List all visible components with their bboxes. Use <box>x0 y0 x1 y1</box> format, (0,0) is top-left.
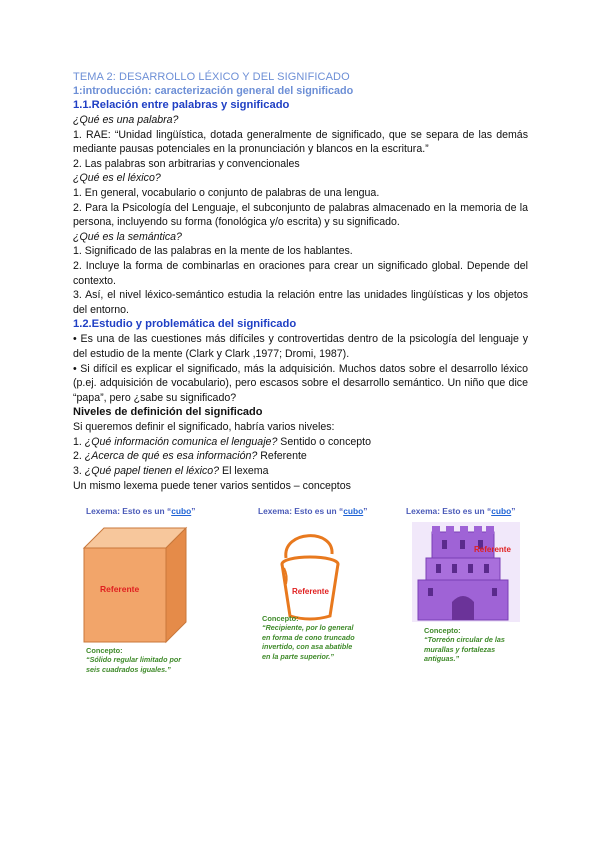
lexema-label <box>406 506 515 516</box>
tower-arch <box>452 596 474 620</box>
paragraph-vocabulario: 1. En general, vocabulario o conjunto de palabras de una lengua. <box>73 186 380 199</box>
tower-window <box>428 588 433 596</box>
concepto-line: “Recipiente, por lo general <box>262 623 354 632</box>
doc-subtitle: 1:introducción: caracterización general del significado <box>73 85 354 97</box>
figure-cube-bucket <box>258 506 388 676</box>
question-semantica: ¿Qué es la semántica? <box>73 230 182 243</box>
figure-cube-tower <box>406 506 536 676</box>
bullet-cuestiones: • Es una de las cuestiones más difíciles y controvertidas dentro de la psicología del lenguaje y del estudio de la mente (Clark y Clark ,1977; Dromi, 1987). <box>73 333 528 360</box>
tower-window <box>492 588 497 596</box>
cube-front-face <box>84 548 166 642</box>
concepto-line: murallas y fortalezas <box>424 644 496 654</box>
concepto-line: “Sólido regular limitado por <box>86 655 182 664</box>
list-item-3 <box>73 464 528 479</box>
concepto-line: antiguas.” <box>424 654 460 664</box>
tower-window <box>436 564 441 573</box>
concepto-text <box>86 655 181 674</box>
list-number: 2. <box>73 450 85 463</box>
lexema-label <box>86 506 195 516</box>
concepto-line: seis cuadrados iguales.” <box>86 664 171 674</box>
list-answer: El lexema <box>219 465 269 478</box>
lexema-suffix: ” <box>191 506 196 516</box>
concepto-label: Concepto: <box>262 614 299 623</box>
tower-window <box>484 564 489 573</box>
section-heading-1-2: 1.2.Estudio y problemática del significado <box>73 318 297 331</box>
concepto-text <box>424 635 505 664</box>
section-heading-niveles: Niveles de definición del significado <box>73 406 263 419</box>
lexema-word: cubo <box>343 506 364 516</box>
concepto-line: “Torreón circular de las <box>424 635 505 644</box>
cube-side-face <box>166 528 186 642</box>
document-body <box>73 70 528 493</box>
paragraph-rae: 1. RAE: “Unidad lingüística, dotada generalmente de significado, que se separa de las demás mediante pausas potenciales en la pronunciación y blancos en la escritura.” <box>73 128 528 156</box>
tower-window <box>468 564 473 573</box>
lexema-suffix: ” <box>511 506 516 516</box>
lexema-prefix: Lexema: Esto es un “ <box>406 506 492 516</box>
question-lexico: ¿Qué es el léxico? <box>73 172 161 185</box>
cube-solid-illustration <box>82 526 232 646</box>
tower-window <box>452 564 457 573</box>
list-answer: Referente <box>257 450 307 463</box>
tower-merlon <box>446 526 454 534</box>
list-answer: Sentido o concepto <box>277 435 371 448</box>
referente-label: Referente <box>474 545 511 554</box>
bucket-illustration <box>258 524 388 624</box>
paragraph-combinarlas: 2. Incluye la forma de combinarlas en oraciones para crear un significado global. Depende del contexto. <box>73 259 528 287</box>
tower-illustration <box>412 522 532 622</box>
concepto-line: en forma de cono truncado <box>262 632 355 642</box>
referente-label: Referente <box>100 584 140 594</box>
lexema-word: cubo <box>491 506 512 516</box>
concepto-label: Concepto: <box>424 626 461 635</box>
paragraph-psicologia: 2. Para la Psicología del Lenguaje, el subconjunto de palabras almacenado en la memoria de la persona, incluyendo su forma (fonológica y/o escrita) y su significado. <box>73 201 528 229</box>
tower-merlon <box>486 526 494 534</box>
lexema-figures <box>0 500 600 680</box>
lexema-suffix: ” <box>363 506 368 516</box>
list-number: 1. <box>73 435 85 448</box>
tower-merlon <box>474 526 482 534</box>
concepto-line: en la parte superior.” <box>262 651 334 661</box>
paragraph-lexema-sentidos: Un mismo lexema puede tener varios sentidos – conceptos <box>73 479 351 492</box>
paragraph-nivel-lexico: 3. Así, el nivel léxico-semántico estudia la relación entre las unidades lingüísticas y los objetos del entorno. <box>73 289 528 316</box>
lexema-label <box>258 506 367 516</box>
paragraph-significado-mente: 1. Significado de las palabras en la mente de los hablantes. <box>73 245 353 258</box>
section-heading-1-1: 1.1.Relación entre palabras y significado <box>73 99 290 111</box>
lexema-word: cubo <box>171 506 192 516</box>
lexema-prefix: Lexema: Esto es un “ <box>258 506 344 516</box>
list-number: 3. <box>73 465 85 478</box>
figure-cube-solid <box>82 506 232 676</box>
list-question: ¿Qué información comunica el lenguaje? <box>84 435 278 448</box>
tower-window <box>442 540 447 549</box>
list-question: ¿Qué papel tienen el léxico? <box>84 465 220 478</box>
tower-window <box>460 540 465 549</box>
referente-label: Referente <box>292 587 329 596</box>
concepto-line: invertido, con asa abatible <box>262 642 353 652</box>
list-item-1 <box>73 435 528 450</box>
list-item-2 <box>73 449 528 464</box>
paragraph-niveles-intro: Si queremos definir el significado, habría varios niveles: <box>73 421 335 434</box>
concepto-label: Concepto: <box>86 646 123 655</box>
bullet-adquisicion: • Si difícil es explicar el significado, más la adquisición. Muchos datos sobre el desarrollo léxico (p.ej. adquisición de vocabulario), pero escasos sobre el desarrollo semántico. Un niño que dice “papa”, pero ¿sabe su significado? <box>73 362 528 404</box>
bucket-handle <box>286 536 332 558</box>
tower-merlon <box>460 526 468 534</box>
list-question: ¿Acerca de qué es esa información? <box>84 450 258 463</box>
doc-title: TEMA 2: DESARROLLO LÉXICO Y DEL SIGNIFICADO <box>73 71 350 83</box>
question-palabra: ¿Qué es una palabra? <box>73 114 179 126</box>
tower-merlon <box>432 526 440 534</box>
lexema-prefix: Lexema: Esto es un “ <box>86 506 172 516</box>
concepto-text <box>262 623 355 661</box>
paragraph-arbitrarias: 2. Las palabras son arbitrarias y convencionales <box>73 157 300 170</box>
